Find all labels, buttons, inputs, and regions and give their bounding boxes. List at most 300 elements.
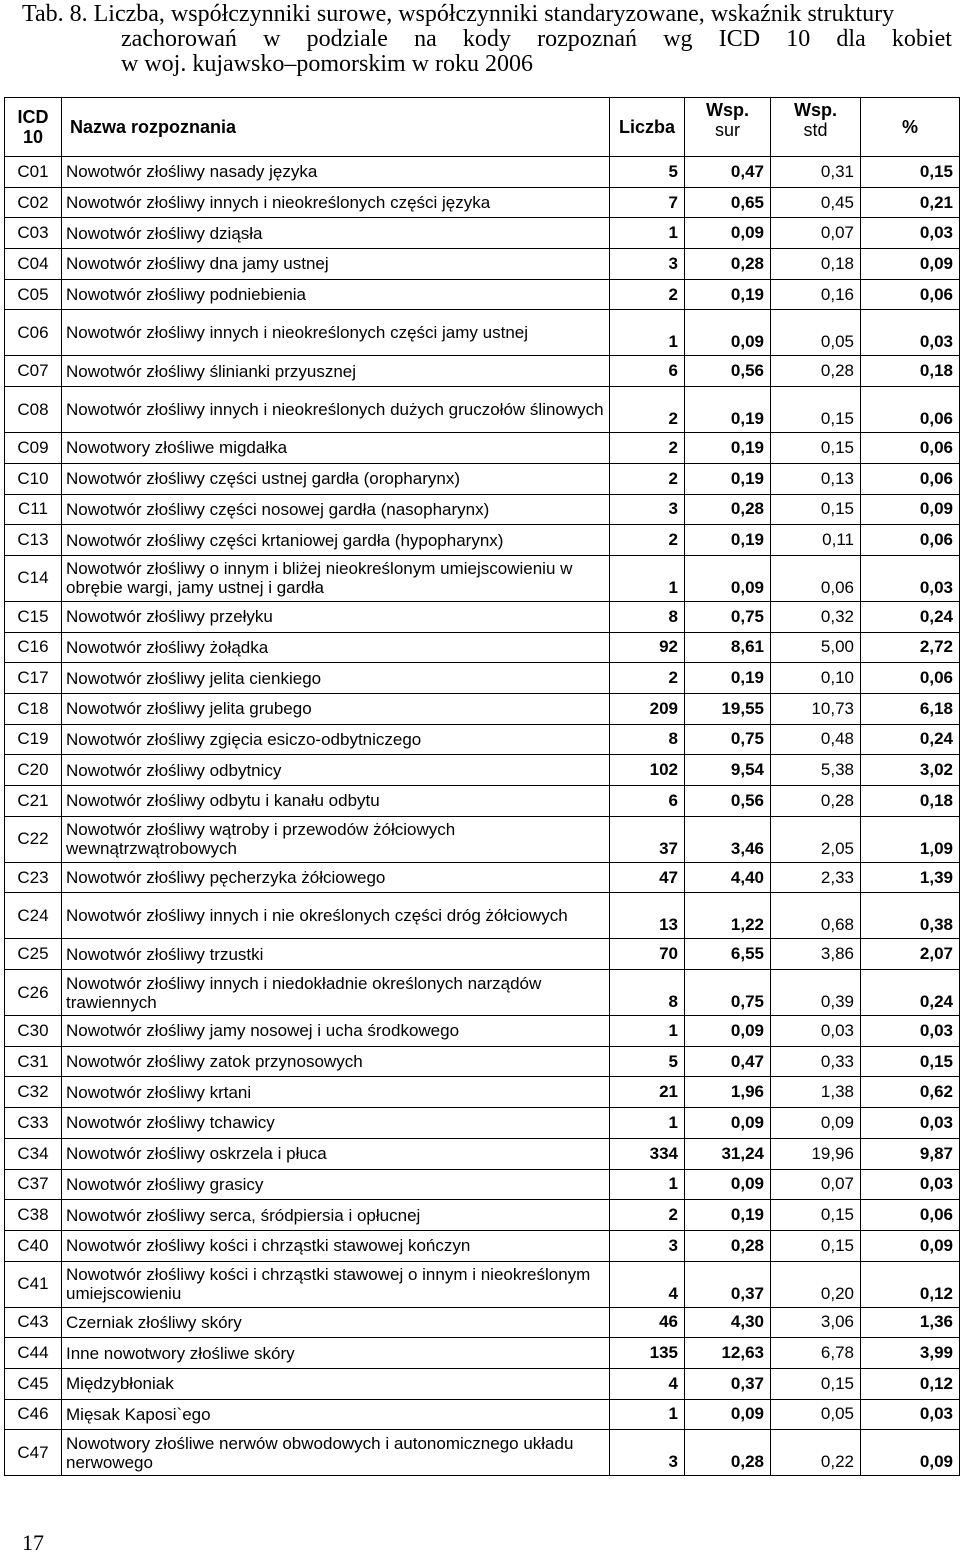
cell-name: Nowotwór złośliwy pęcherzyka żółciowego [62,862,610,893]
cell-sur: 0,65 [685,187,771,218]
cell-name: Nowotwór złośliwy innych i nie określonych części dróg żółciowych [62,893,610,939]
cell-pct: 0,24 [861,724,960,755]
cell-std: 10,73 [771,693,861,724]
cell-std: 0,28 [771,786,861,817]
cell-std: 0,39 [771,970,861,1016]
table-row [5,1169,960,1200]
table-row [5,1430,960,1476]
cell-count: 1 [610,1399,685,1430]
cell-pct: 0,09 [861,494,960,525]
cell-sur: 0,37 [685,1368,771,1399]
cell-std: 5,38 [771,755,861,786]
cell-name: Nowotwór złośliwy kości i chrząstki stawowej o innym i nieokreślonym umiejscowieniu [62,1261,610,1307]
cell-count: 7 [610,187,685,218]
cell-count: 2 [610,663,685,694]
cell-std: 0,09 [771,1108,861,1139]
cell-code: C37 [5,1169,62,1200]
cell-code: C40 [5,1230,62,1261]
cell-pct: 0,06 [861,1200,960,1231]
cell-sur: 0,75 [685,724,771,755]
cell-name: Nowotwór złośliwy dna jamy ustnej [62,249,610,280]
cell-code: C22 [5,816,62,862]
cell-code: C25 [5,939,62,970]
cell-sur: 8,61 [685,632,771,663]
cell-count: 4 [610,1261,685,1307]
table-row [5,310,960,356]
cell-std: 0,20 [771,1261,861,1307]
cell-count: 1 [610,1169,685,1200]
cell-pct: 3,99 [861,1338,960,1369]
cell-count: 135 [610,1338,685,1369]
cell-code: C21 [5,786,62,817]
table-caption [22,2,952,77]
cell-sur: 0,19 [685,387,771,433]
cell-sur: 4,40 [685,862,771,893]
cell-name: Nowotwór złośliwy innych i nieokreślonych dużych gruczołów ślinowych [62,387,610,433]
table-row [5,1077,960,1108]
cell-count: 3 [610,1230,685,1261]
cell-count: 70 [610,939,685,970]
cell-code: C46 [5,1399,62,1430]
table-row [5,1261,960,1307]
cell-pct: 2,72 [861,632,960,663]
header-icd-line2: 10 [22,127,44,147]
table-row [5,218,960,249]
cell-std: 0,13 [771,463,861,494]
header-sur-line2: sur [714,120,740,140]
cell-std: 0,05 [771,310,861,356]
cell-std: 0,22 [771,1430,861,1476]
cell-pct: 0,06 [861,663,960,694]
cell-count: 6 [610,786,685,817]
cell-count: 2 [610,1200,685,1231]
header-sur [685,98,771,157]
cell-sur: 3,46 [685,816,771,862]
cell-count: 6 [610,356,685,387]
cell-code: C17 [5,663,62,694]
cell-count: 209 [610,693,685,724]
cell-name: Nowotwór złośliwy części nosowej gardła (nasopharynx) [62,494,610,525]
cell-name: Nowotwór złośliwy innych i nieokreślonych części języka [62,187,610,218]
cell-count: 1 [610,1016,685,1047]
cell-code: C47 [5,1430,62,1476]
cell-sur: 0,19 [685,663,771,694]
cell-std: 0,06 [771,555,861,601]
table-row [5,893,960,939]
cell-sur: 0,28 [685,494,771,525]
cell-count: 1 [610,1108,685,1139]
table-row [5,601,960,632]
caption-word: rozpoznań [537,26,638,52]
cell-std: 19,96 [771,1138,861,1169]
caption-line-3: w woj. kujawsko–pomorskim w roku 2006 [121,51,533,77]
header-name: Nazwa rozpoznania [62,98,610,157]
header-std-line1: Wsp. [794,100,837,120]
cell-count: 334 [610,1138,685,1169]
cell-pct: 3,02 [861,755,960,786]
cell-code: C14 [5,555,62,601]
cell-pct: 0,21 [861,187,960,218]
cell-pct: 0,03 [861,310,960,356]
table-row [5,187,960,218]
cell-count: 2 [610,525,685,556]
cell-code: C23 [5,862,62,893]
cell-pct: 0,03 [861,1399,960,1430]
cell-sur: 0,09 [685,1169,771,1200]
cell-count: 46 [610,1307,685,1338]
cell-std: 0,15 [771,433,861,464]
cell-sur: 0,28 [685,1230,771,1261]
table-row [5,249,960,280]
cell-sur: 0,37 [685,1261,771,1307]
cell-code: C15 [5,601,62,632]
cell-name: Nowotwór złośliwy jamy nosowej i ucha środkowego [62,1016,610,1047]
cell-std: 0,32 [771,601,861,632]
table-row [5,970,960,1016]
cell-sur: 0,09 [685,1016,771,1047]
cell-std: 0,15 [771,1230,861,1261]
cell-std: 0,68 [771,893,861,939]
cell-std: 0,15 [771,1200,861,1231]
cell-pct: 0,06 [861,433,960,464]
table-row [5,387,960,433]
caption-word: wg [663,26,693,52]
cell-name: Nowotwór złośliwy nasady języka [62,157,610,188]
cell-std: 0,28 [771,356,861,387]
cell-sur: 9,54 [685,755,771,786]
cell-sur: 0,56 [685,356,771,387]
data-table [4,97,960,1476]
cell-name: Nowotwór złośliwy zatok przynosowych [62,1046,610,1077]
cell-sur: 0,09 [685,218,771,249]
cell-count: 2 [610,463,685,494]
cell-count: 5 [610,157,685,188]
cell-pct: 0,15 [861,1046,960,1077]
caption-word: ICD [718,26,761,52]
cell-count: 8 [610,601,685,632]
cell-pct: 0,62 [861,1077,960,1108]
cell-name: Nowotwór złośliwy grasicy [62,1169,610,1200]
cell-sur: 1,22 [685,893,771,939]
cell-code: C31 [5,1046,62,1077]
cell-std: 6,78 [771,1338,861,1369]
cell-name: Nowotwór złośliwy tchawicy [62,1108,610,1139]
cell-code: C04 [5,249,62,280]
table-row [5,786,960,817]
cell-std: 0,15 [771,494,861,525]
page-number: 17 [22,1530,44,1555]
cell-code: C01 [5,157,62,188]
caption-word: zachorowań [121,26,237,52]
cell-name: Nowotwór złośliwy wątroby i przewodów żółciowych wewnątrzwątrobowych [62,816,610,862]
cell-count: 5 [610,1046,685,1077]
cell-pct: 0,24 [861,970,960,1016]
cell-count: 1 [610,310,685,356]
cell-count: 8 [610,970,685,1016]
cell-code: C34 [5,1138,62,1169]
cell-pct: 0,38 [861,893,960,939]
table-row [5,693,960,724]
cell-sur: 0,75 [685,970,771,1016]
cell-std: 0,05 [771,1399,861,1430]
cell-code: C33 [5,1108,62,1139]
table-row [5,1046,960,1077]
cell-pct: 0,18 [861,786,960,817]
cell-code: C08 [5,387,62,433]
caption-line-2 [22,27,952,52]
cell-count: 4 [610,1368,685,1399]
cell-pct: 1,36 [861,1307,960,1338]
caption-word: kobiet [891,26,952,52]
cell-pct: 0,12 [861,1261,960,1307]
header-icd-line1: ICD [17,107,49,127]
cell-name: Mięsak Kaposi`ego [62,1399,610,1430]
cell-std: 3,86 [771,939,861,970]
cell-pct: 0,03 [861,1016,960,1047]
cell-code: C43 [5,1307,62,1338]
cell-std: 1,38 [771,1077,861,1108]
cell-name: Nowotwór złośliwy innych i nieokreślonych części jamy ustnej [62,310,610,356]
table-row [5,494,960,525]
cell-code: C06 [5,310,62,356]
cell-code: C45 [5,1368,62,1399]
table-header-row [5,98,960,157]
table-row [5,755,960,786]
table-row [5,1016,960,1047]
cell-sur: 0,09 [685,555,771,601]
cell-name: Nowotwór złośliwy o innym i bliżej nieokreślonym umiejscowieniu w obrębie wargi, jamy ustnej i gardła [62,555,610,601]
cell-pct: 0,03 [861,218,960,249]
cell-code: C41 [5,1261,62,1307]
cell-pct: 0,12 [861,1368,960,1399]
cell-name: Nowotwór złośliwy oskrzela i płuca [62,1138,610,1169]
cell-code: C05 [5,279,62,310]
cell-sur: 1,96 [685,1077,771,1108]
cell-std: 0,11 [771,525,861,556]
cell-pct: 0,06 [861,463,960,494]
cell-name: Nowotwór złośliwy ślinianki przyusznej [62,356,610,387]
cell-std: 0,07 [771,1169,861,1200]
table-row [5,1338,960,1369]
cell-pct: 0,09 [861,1230,960,1261]
cell-pct: 1,39 [861,862,960,893]
cell-code: C30 [5,1016,62,1047]
cell-count: 1 [610,218,685,249]
cell-sur: 0,19 [685,1200,771,1231]
cell-code: C19 [5,724,62,755]
cell-sur: 0,47 [685,157,771,188]
cell-count: 92 [610,632,685,663]
cell-count: 2 [610,279,685,310]
cell-sur: 31,24 [685,1138,771,1169]
cell-name: Nowotwór złośliwy części krtaniowej gardła (hypopharynx) [62,525,610,556]
cell-sur: 0,09 [685,1399,771,1430]
cell-name: Nowotwór złośliwy jelita grubego [62,693,610,724]
caption-word: podziale [306,26,388,52]
cell-std: 2,33 [771,862,861,893]
table-row [5,724,960,755]
cell-sur: 0,09 [685,1108,771,1139]
cell-sur: 0,19 [685,433,771,464]
caption-word: 10 [786,26,811,52]
header-std [771,98,861,157]
cell-std: 0,31 [771,157,861,188]
cell-sur: 0,47 [685,1046,771,1077]
cell-sur: 19,55 [685,693,771,724]
cell-name: Nowotwór złośliwy serca, śródpiersia i opłucnej [62,1200,610,1231]
cell-std: 0,45 [771,187,861,218]
cell-code: C18 [5,693,62,724]
cell-count: 3 [610,249,685,280]
table-row [5,356,960,387]
cell-name: Nowotwór złośliwy zgięcia esiczo-odbytniczego [62,724,610,755]
cell-code: C10 [5,463,62,494]
cell-name: Nowotwory złośliwe nerwów obwodowych i autonomicznego układu nerwowego [62,1430,610,1476]
cell-code: C32 [5,1077,62,1108]
table-row [5,816,960,862]
cell-count: 2 [610,433,685,464]
caption-word: dla [836,26,866,52]
cell-sur: 0,28 [685,249,771,280]
table-row [5,939,960,970]
cell-sur: 0,75 [685,601,771,632]
cell-name: Nowotwory złośliwe migdałka [62,433,610,464]
cell-count: 21 [610,1077,685,1108]
cell-pct: 0,18 [861,356,960,387]
cell-pct: 9,87 [861,1138,960,1169]
cell-code: C26 [5,970,62,1016]
cell-pct: 0,15 [861,157,960,188]
cell-std: 0,15 [771,1368,861,1399]
cell-sur: 0,19 [685,463,771,494]
cell-code: C44 [5,1338,62,1369]
cell-name: Inne nowotwory złośliwe skóry [62,1338,610,1369]
cell-name: Nowotwór złośliwy podniebienia [62,279,610,310]
cell-sur: 0,28 [685,1430,771,1476]
cell-name: Nowotwór złośliwy dziąsła [62,218,610,249]
table-row [5,555,960,601]
cell-std: 0,10 [771,663,861,694]
table-row [5,525,960,556]
cell-code: C09 [5,433,62,464]
cell-name: Nowotwór złośliwy innych i niedokładnie określonych narządów trawiennych [62,970,610,1016]
cell-pct: 0,06 [861,279,960,310]
cell-count: 3 [610,494,685,525]
table-row [5,463,960,494]
cell-code: C13 [5,525,62,556]
table-row [5,1368,960,1399]
table-row [5,157,960,188]
cell-name: Nowotwór złośliwy odbytnicy [62,755,610,786]
header-count: Liczba [610,98,685,157]
table-row [5,1200,960,1231]
cell-code: C11 [5,494,62,525]
cell-name: Nowotwór złośliwy krtani [62,1077,610,1108]
cell-code: C24 [5,893,62,939]
cell-std: 0,16 [771,279,861,310]
cell-name: Czerniak złośliwy skóry [62,1307,610,1338]
cell-name: Nowotwór złośliwy jelita cienkiego [62,663,610,694]
cell-std: 0,15 [771,387,861,433]
cell-name: Nowotwór złośliwy odbytu i kanału odbytu [62,786,610,817]
cell-pct: 6,18 [861,693,960,724]
cell-code: C20 [5,755,62,786]
caption-word: kody [462,26,511,52]
table-row [5,1307,960,1338]
table-row [5,1230,960,1261]
table-row [5,632,960,663]
table-row [5,279,960,310]
cell-count: 2 [610,387,685,433]
cell-std: 0,33 [771,1046,861,1077]
cell-code: C03 [5,218,62,249]
header-sur-line1: Wsp. [706,100,749,120]
cell-std: 3,06 [771,1307,861,1338]
table-row [5,1138,960,1169]
cell-std: 0,03 [771,1016,861,1047]
cell-sur: 0,09 [685,310,771,356]
cell-sur: 0,56 [685,786,771,817]
cell-pct: 1,09 [861,816,960,862]
cell-std: 2,05 [771,816,861,862]
cell-std: 0,18 [771,249,861,280]
cell-name: Nowotwór złośliwy trzustki [62,939,610,970]
cell-code: C16 [5,632,62,663]
caption-line-1: Tab. 8. Liczba, współczynniki surowe, współczynniki standaryzowane, wskaźnik struktury [22,1,895,27]
cell-pct: 0,06 [861,387,960,433]
cell-count: 8 [610,724,685,755]
caption-word: w [263,26,281,52]
table-row [5,1108,960,1139]
table-row [5,663,960,694]
cell-name: Nowotwór złośliwy przełyku [62,601,610,632]
cell-pct: 0,24 [861,601,960,632]
cell-sur: 0,19 [685,525,771,556]
cell-pct: 2,07 [861,939,960,970]
cell-sur: 4,30 [685,1307,771,1338]
cell-std: 0,48 [771,724,861,755]
cell-pct: 0,09 [861,1430,960,1476]
cell-sur: 12,63 [685,1338,771,1369]
cell-count: 13 [610,893,685,939]
cell-code: C07 [5,356,62,387]
cell-code: C02 [5,187,62,218]
cell-sur: 6,55 [685,939,771,970]
cell-count: 3 [610,1430,685,1476]
cell-pct: 0,09 [861,249,960,280]
cell-name: Nowotwór złośliwy części ustnej gardła (oropharynx) [62,463,610,494]
header-pct: % [861,98,960,157]
header-std-line2: std [803,120,828,140]
cell-count: 37 [610,816,685,862]
cell-sur: 0,19 [685,279,771,310]
table-row [5,1399,960,1430]
cell-count: 1 [610,555,685,601]
cell-count: 102 [610,755,685,786]
caption-word: na [414,26,437,52]
cell-pct: 0,03 [861,555,960,601]
cell-pct: 0,06 [861,525,960,556]
cell-std: 5,00 [771,632,861,663]
cell-name: Nowotwór złośliwy kości i chrząstki stawowej kończyn [62,1230,610,1261]
cell-std: 0,07 [771,218,861,249]
cell-pct: 0,03 [861,1108,960,1139]
header-icd [5,98,62,157]
cell-name: Międzybłoniak [62,1368,610,1399]
cell-code: C38 [5,1200,62,1231]
cell-name: Nowotwór złośliwy żołądka [62,632,610,663]
table-row [5,862,960,893]
